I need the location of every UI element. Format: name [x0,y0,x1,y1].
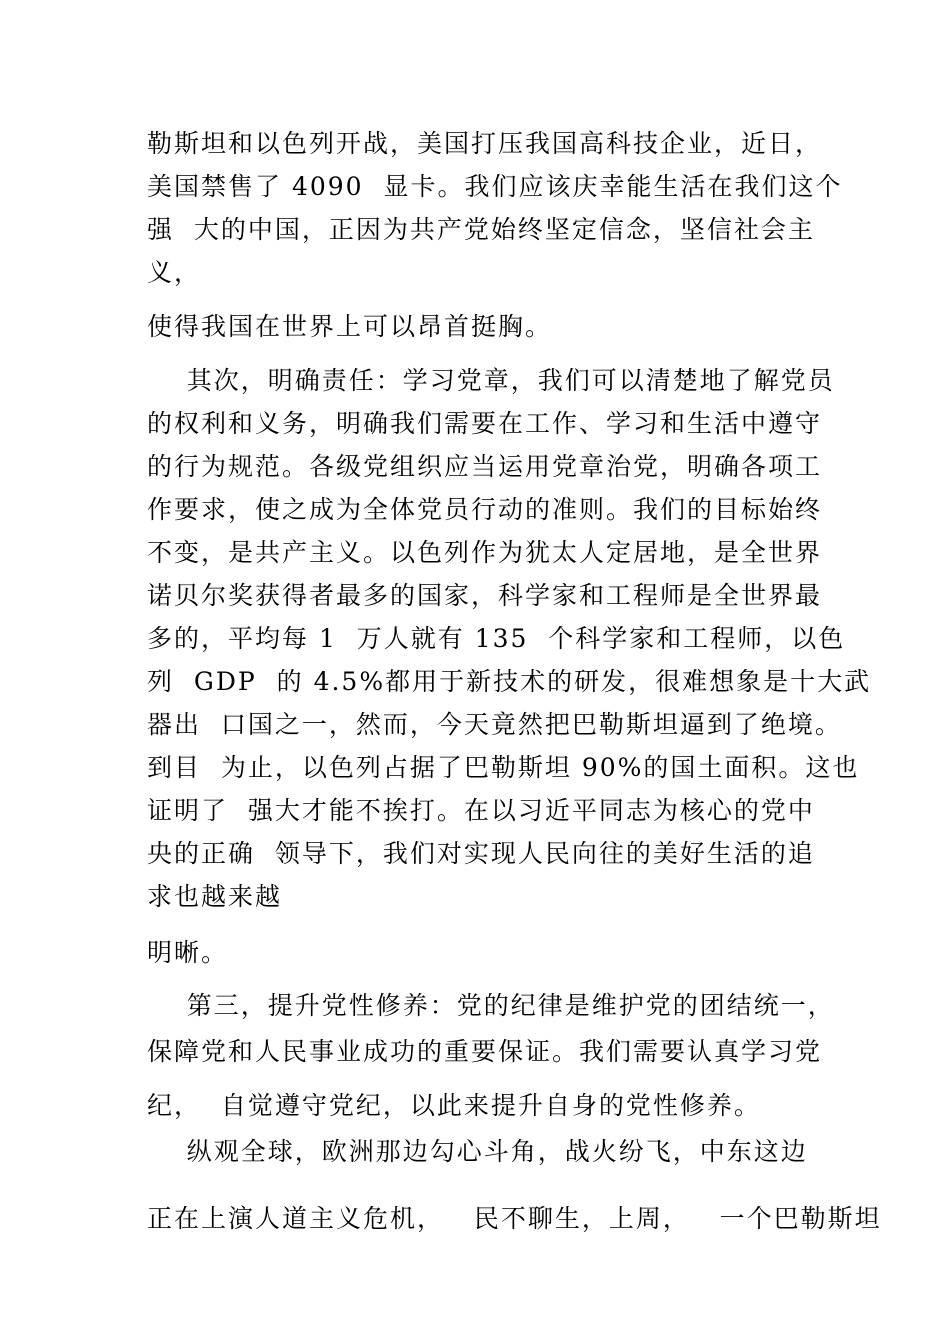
text-line: 的权利和义务，明确我们需要在工作、学习和生活中遵守 [147,409,823,438]
text-line: 强 大的中国，正因为共产党始终坚定信念，坚信社会主 [147,215,815,244]
text-line: 美国禁售了 4090 显卡。我们应该庆幸能生活在我们这个 [147,172,843,201]
text-line: 多的，平均每 1 万人就有 135 个科学家和工程师，以色 [147,624,846,653]
text-line: 作要求，使之成为全体党员行动的准则。我们的目标始终 [147,495,823,524]
text-line: 第三，提升党性修养：党的纪律是维护党的团结统一， [147,991,835,1020]
text-line: 诺贝尔奖获得者最多的国家，科学家和工程师是全世界最 [147,581,823,610]
text-line: 义， [147,258,202,287]
text-line: 证明了 强大才能不挨打。在以习近平同志为核心的党中 [147,796,815,825]
text-line: 正在上演人道主义危机， 民不聊生，上周， 一个巴勒斯坦 [147,1204,882,1233]
text-line: 其次，明确责任：学习党章，我们可以清楚地了解党员 [147,366,835,395]
text-line: 纵观全球，欧洲那边勾心斗角，战火纷飞，中东这边 [147,1137,808,1166]
text-line: 央的正确 领导下，我们对实现人民向往的美好生活的追 [147,839,815,868]
text-line: 保障党和人民事业成功的重要保证。我们需要认真学习党 [147,1037,823,1066]
text-line: 列 GDP 的 4.5%都用于新技术的研发，很难想象是十大武 [147,667,872,696]
text-line: 明晰。 [147,938,229,967]
text-line: 纪， 自觉遵守党纪，以此来提升自身的党性修养。 [147,1091,761,1120]
text-line: 不变，是共产主义。以色列作为犹太人定居地，是全世界 [147,538,823,567]
text-line: 器出 口国之一，然而，今天竟然把巴勒斯坦逼到了绝境。 [147,710,842,739]
text-line: 勒斯坦和以色列开战，美国打压我国高科技企业，近日， [147,129,823,158]
text-line: 求也越来越 [147,882,283,911]
text-line: 的行为规范。各级党组织应当运用党章治党，明确各项工 [147,452,823,481]
text-line: 使得我国在世界上可以昂首挺胸。 [147,312,553,341]
text-line: 到目 为止，以色列占据了巴勒斯坦 90%的国土面积。这也 [147,753,860,782]
